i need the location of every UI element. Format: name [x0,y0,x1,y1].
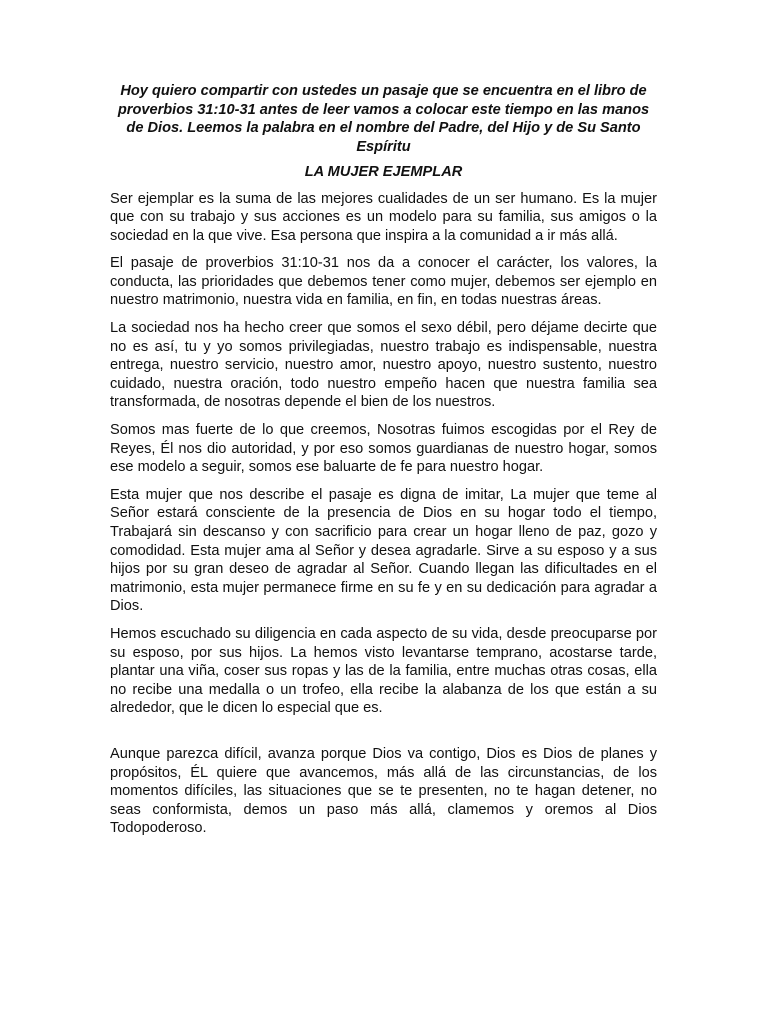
document-page [110,82,657,838]
paragraph: Ser ejemplar es la suma de las mejores cualidades de un ser humano. Es la mujer que con su trabajo y sus acciones es un modelo para su familia, sus amigos o la sociedad en la que vive. Esa persona que inspira a la comunidad a ir más allá. [110,190,657,244]
paragraph: Aunque parezca difícil, avanza porque Dios va contigo, Dios es Dios de planes y propósitos, ÉL quiere que avancemos, más allá de las circunstancias, de los momentos difíciles, las situaciones que se te presenten, no te hagan detener, no seas conformista, demos un paso más allá, clamemos y oremos al Dios Todopoderoso. [110,745,657,837]
intro-text: Hoy quiero compartir con ustedes un pasaje que se encuentra en el libro de proverbios 31:10-31 antes de leer vamos a colocar este tiempo en las manos de Dios. Leemos la palabra en el nombre del Padre, del Hijo y de Su Santo Espíritu [117,83,650,155]
document-title: LA MUJER EJEMPLAR [304,164,463,180]
paragraph: Somos mas fuerte de lo que creemos, Nosotras fuimos escogidas por el Rey de Reyes, Él nos dio autoridad, y por eso somos guardianas de nuestro hogar, somos ese modelo a seguir, somos ese baluarte de fe para nuestro hogar. [110,422,657,476]
paragraph: La sociedad nos ha hecho creer que somos el sexo débil, pero déjame decirte que no es así, tu y yo somos privilegiadas, nuestro trabajo es indispensable, nuestra entrega, nuestro servicio, nuestro amor, nuestro apoyo, nuestro sustento, nuestro cuidado, nuestra oración, todo nuestro empeño hacen que nuestra familia sea transformada, de nosotras depende el bien de los nuestros. [110,320,657,411]
paragraph: Esta mujer que nos describe el pasaje es digna de imitar, La mujer que teme al Señor estará consciente de la presencia de Dios en su hogar todo el tiempo, Trabajará sin descanso y con sacrificio para crear un hogar lleno de paz, gozo y comodidad. Esta mujer ama al Señor y desea agradarle. Sirve a su esposo y a sus hijos por su gran deseo de agradar al Señor. Cuando llegan las dificultades en el matrimonio, esta mujer permanece firme en su fe y en su dedicación para agradar a Dios. [110,486,657,615]
paragraph: Hemos escuchado su diligencia en cada aspecto de su vida, desde preocuparse por su esposo, por sus hijos. La hemos visto levantarse temprano, acostarse tarde, plantar una viña, coser sus ropas y las de la familia, entre muchas otras cosas, ella no recibe una medalla o un trofeo, ella recibe la alabanza de los que están a su alrededor, que le dicen lo especial que es. [110,625,657,717]
paragraph: El pasaje de proverbios 31:10-31 nos da a conocer el carácter, los valores, la conducta, las prioridades que debemos tener como mujer, debemos ser ejemplo en nuestro matrimonio, nuestra vida en familia, en fin, en todas nuestras áreas. [110,255,657,309]
